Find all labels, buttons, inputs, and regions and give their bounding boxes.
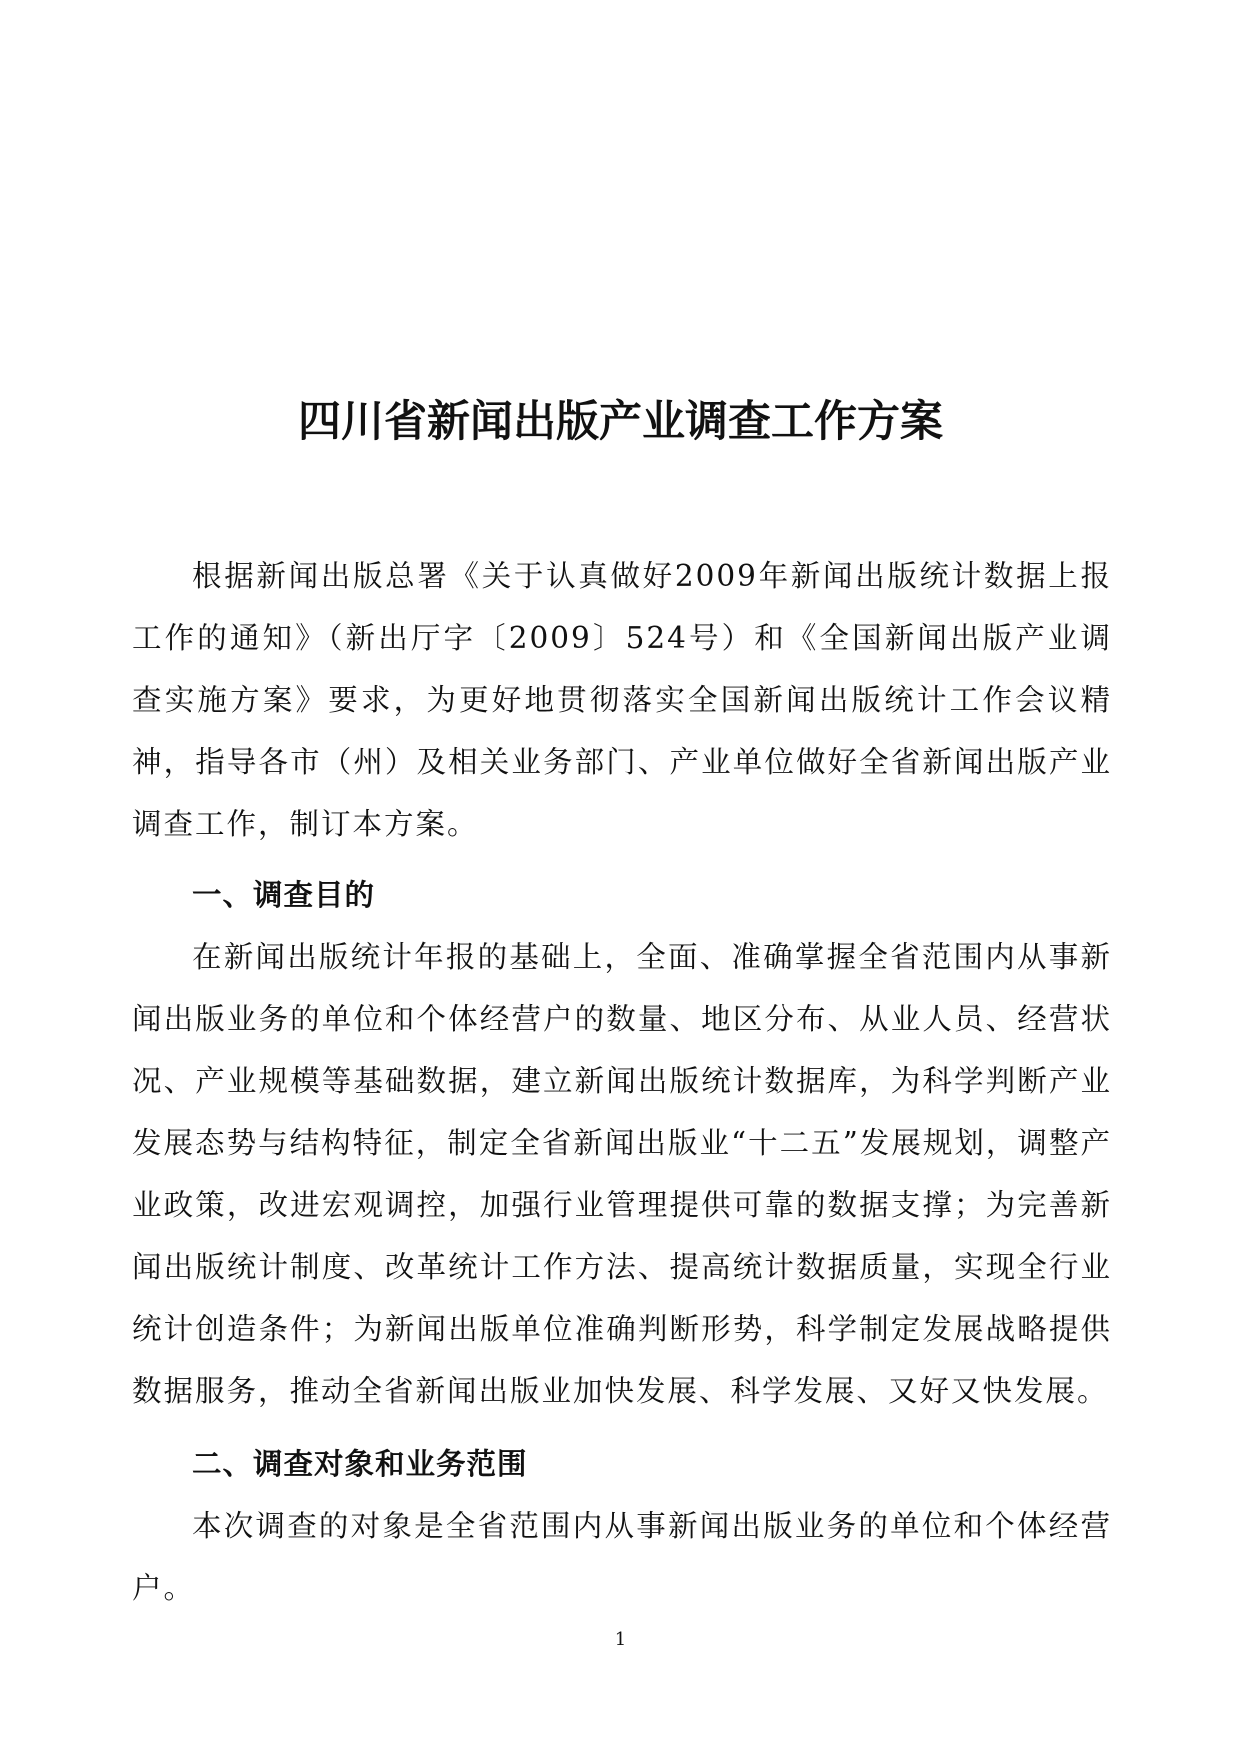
section-body-purpose: 在新闻出版统计年报的基础上，全面、准确掌握全省范围内从事新闻出版业务的单位和个体经营户的数量、地区分布、从业人员、经营状况、产业规模等基础数据，建立新闻出版统计数据库，为科学判断产业发展态势与结构特征，制定全省新闻出版业“十二五”发展规划，调整产业政策，改进宏观调控，加强行业管理提供可靠的数据支撑；为完善新闻出版统计制度、改革统计工作方法、提高统计数据质量，实现全行业统计创造条件；为新闻出版单位准确判断形势，科学制定发展战略提供数据服务，推动全省新闻出版业加快发展、科学发展、又好又快发展。 xyxy=(132,940,1112,1408)
page-number: 1 xyxy=(614,1629,627,1650)
intro-paragraph: 根据新闻出版总署《关于认真做好2009年新闻出版统计数据上报工作的通知》（新出厅字〔2009〕524号）和《全国新闻出版产业调查实施方案》要求，为更好地贯彻落实全国新闻出版统计工作会议精神，指导各市（州）及相关业务部门、产业单位做好全省新闻出版产业调查工作，制订本方案。 xyxy=(132,559,1112,841)
document-title: 四川省新闻出版产业调查工作方案 xyxy=(298,397,943,447)
section-heading-purpose: 一、调查目的 xyxy=(192,878,376,912)
section-heading-scope: 二、调查对象和业务范围 xyxy=(192,1447,528,1481)
section-body-scope: 本次调查的对象是全省范围内从事新闻出版业务的单位和个体经营户。 xyxy=(132,1509,1112,1605)
